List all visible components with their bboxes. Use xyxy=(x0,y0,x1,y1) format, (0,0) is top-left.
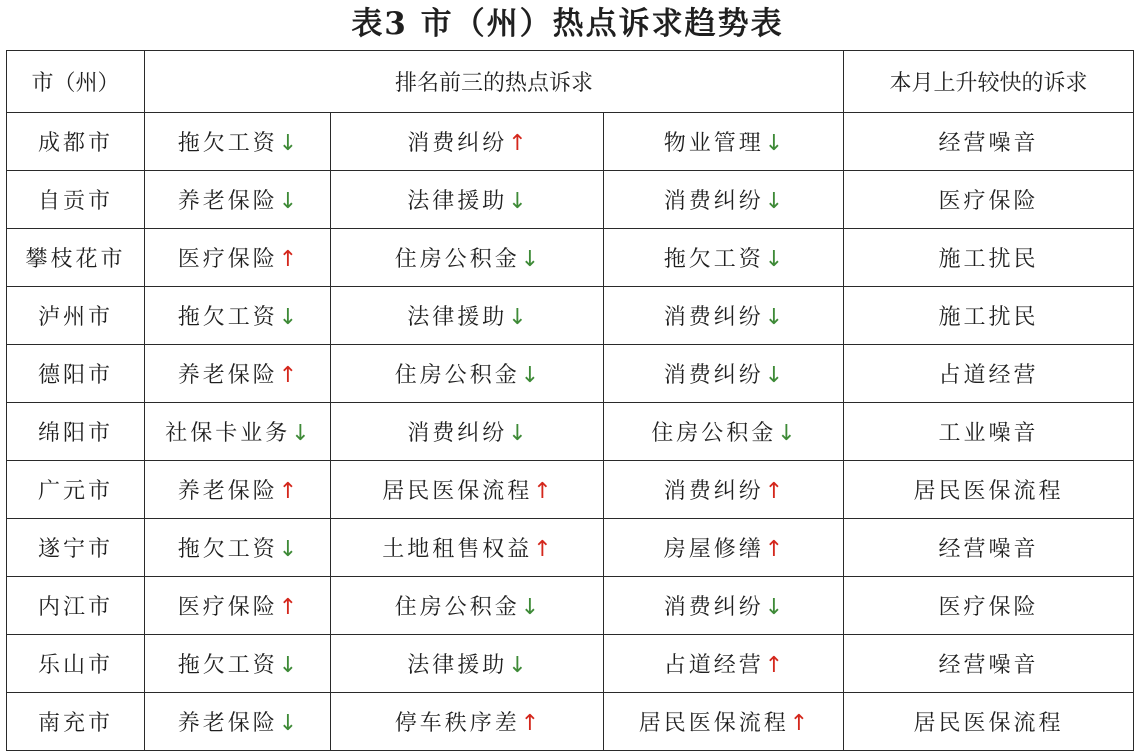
trend-up-arrow-icon: ↑ xyxy=(508,131,527,156)
trend-down-arrow-icon: ↓ xyxy=(520,595,540,620)
hot-issue-cell xyxy=(145,461,331,519)
hot-issue-cell xyxy=(331,287,604,345)
hot-issue-cell xyxy=(331,635,604,693)
trend-up-arrow-icon: ↑ xyxy=(533,479,552,504)
city-cell: 自贡市 xyxy=(7,171,145,229)
hot-issue-cell xyxy=(331,229,604,287)
table-row xyxy=(7,693,1134,751)
issue-text: 消费纠纷 xyxy=(663,363,764,388)
issue-text: 消费纠纷 xyxy=(663,305,764,330)
hot-issue-cell xyxy=(145,519,331,577)
issue-text: 养老保险 xyxy=(177,363,278,388)
city-cell: 德阳市 xyxy=(7,345,145,403)
hotspot-trend-table xyxy=(6,50,1134,751)
hot-issue-cell xyxy=(331,461,604,519)
trend-up-arrow-icon: ↑ xyxy=(278,247,298,272)
table-row xyxy=(7,461,1134,519)
issue-text: 消费纠纷 xyxy=(407,131,508,156)
city-cell: 内江市 xyxy=(7,577,145,635)
rising-issue-cell: 施工扰民 xyxy=(844,229,1134,287)
hot-issue-cell xyxy=(145,287,331,345)
rising-issue-cell: 经营噪音 xyxy=(844,635,1134,693)
issue-text: 住房公积金 xyxy=(651,421,777,446)
issue-text: 医疗保险 xyxy=(177,247,278,272)
rising-issue-cell: 经营噪音 xyxy=(844,113,1134,171)
issue-text: 住房公积金 xyxy=(394,363,520,388)
hot-issue-cell xyxy=(145,635,331,693)
hot-issue-cell xyxy=(331,577,604,635)
trend-down-arrow-icon: ↓ xyxy=(291,421,310,446)
rising-issue-cell: 居民医保流程 xyxy=(844,461,1134,519)
table-header-row xyxy=(7,51,1134,113)
issue-text: 养老保险 xyxy=(177,479,278,504)
rising-issue-cell: 经营噪音 xyxy=(844,519,1134,577)
rising-issue-cell: 居民医保流程 xyxy=(844,693,1134,751)
issue-text: 停车秩序差 xyxy=(394,711,520,736)
issue-text: 住房公积金 xyxy=(394,247,520,272)
trend-down-arrow-icon: ↓ xyxy=(278,189,298,214)
issue-text: 社保卡业务 xyxy=(165,421,291,446)
trend-down-arrow-icon: ↓ xyxy=(508,653,527,678)
trend-down-arrow-icon: ↓ xyxy=(278,653,298,678)
trend-down-arrow-icon: ↓ xyxy=(764,305,784,330)
hot-issue-cell xyxy=(331,113,604,171)
rising-issue-cell: 施工扰民 xyxy=(844,287,1134,345)
issue-text: 拖欠工资 xyxy=(663,247,764,272)
issue-text: 消费纠纷 xyxy=(663,479,764,504)
hot-issue-cell xyxy=(331,693,604,751)
issue-text: 消费纠纷 xyxy=(663,189,764,214)
table-row xyxy=(7,519,1134,577)
hot-issue-cell xyxy=(145,345,331,403)
hot-issue-cell xyxy=(145,113,331,171)
hot-issue-cell xyxy=(604,287,844,345)
city-cell: 遂宁市 xyxy=(7,519,145,577)
hot-issue-cell xyxy=(145,171,331,229)
trend-down-arrow-icon: ↓ xyxy=(764,131,784,156)
table-row xyxy=(7,635,1134,693)
issue-text: 法律援助 xyxy=(407,305,508,330)
hot-issue-cell xyxy=(145,403,331,461)
city-cell: 绵阳市 xyxy=(7,403,145,461)
trend-up-arrow-icon: ↑ xyxy=(533,537,552,562)
issue-text: 医疗保险 xyxy=(177,595,278,620)
trend-up-arrow-icon: ↑ xyxy=(764,479,784,504)
issue-text: 拖欠工资 xyxy=(177,305,278,330)
rising-issue-cell: 医疗保险 xyxy=(844,577,1134,635)
hot-issue-cell xyxy=(145,229,331,287)
issue-text: 拖欠工资 xyxy=(177,653,278,678)
trend-down-arrow-icon: ↓ xyxy=(520,247,540,272)
table-body xyxy=(7,113,1134,751)
hot-issue-cell xyxy=(331,171,604,229)
trend-up-arrow-icon: ↑ xyxy=(764,653,784,678)
city-cell: 成都市 xyxy=(7,113,145,171)
trend-down-arrow-icon: ↓ xyxy=(278,537,298,562)
hot-issue-cell xyxy=(145,577,331,635)
rising-issue-cell: 占道经营 xyxy=(844,345,1134,403)
city-cell: 攀枝花市 xyxy=(7,229,145,287)
city-cell: 乐山市 xyxy=(7,635,145,693)
table-row xyxy=(7,403,1134,461)
trend-up-arrow-icon: ↑ xyxy=(789,711,809,736)
issue-text: 拖欠工资 xyxy=(177,537,278,562)
rising-issue-cell: 医疗保险 xyxy=(844,171,1134,229)
trend-up-arrow-icon: ↑ xyxy=(278,479,298,504)
hot-issue-cell xyxy=(604,461,844,519)
trend-down-arrow-icon: ↓ xyxy=(520,363,540,388)
trend-up-arrow-icon: ↑ xyxy=(764,537,784,562)
trend-up-arrow-icon: ↑ xyxy=(278,363,298,388)
issue-text: 住房公积金 xyxy=(394,595,520,620)
issue-text: 消费纠纷 xyxy=(407,421,508,446)
table-row xyxy=(7,171,1134,229)
hot-issue-cell xyxy=(331,345,604,403)
trend-down-arrow-icon: ↓ xyxy=(278,305,298,330)
issue-text: 居民医保流程 xyxy=(382,479,533,504)
trend-down-arrow-icon: ↓ xyxy=(508,189,527,214)
trend-down-arrow-icon: ↓ xyxy=(508,305,527,330)
table-row xyxy=(7,345,1134,403)
hot-issue-cell xyxy=(331,519,604,577)
trend-down-arrow-icon: ↓ xyxy=(777,421,796,446)
trend-down-arrow-icon: ↓ xyxy=(508,421,527,446)
trend-down-arrow-icon: ↓ xyxy=(764,363,784,388)
hot-issue-cell xyxy=(604,345,844,403)
table-title: 表3 市（州）热点诉求趋势表 xyxy=(351,6,784,42)
trend-down-arrow-icon: ↓ xyxy=(764,189,784,214)
city-cell: 广元市 xyxy=(7,461,145,519)
table-row xyxy=(7,287,1134,345)
hot-issue-cell xyxy=(604,113,844,171)
table-row xyxy=(7,229,1134,287)
issue-text: 占道经营 xyxy=(663,653,764,678)
issue-text: 养老保险 xyxy=(177,189,278,214)
hot-issue-cell xyxy=(604,577,844,635)
hot-issue-cell xyxy=(604,693,844,751)
trend-down-arrow-icon: ↓ xyxy=(764,247,784,272)
issue-text: 法律援助 xyxy=(407,189,508,214)
hot-issue-cell xyxy=(604,229,844,287)
trend-up-arrow-icon: ↑ xyxy=(520,711,540,736)
trend-down-arrow-icon: ↓ xyxy=(764,595,784,620)
hot-issue-cell xyxy=(604,519,844,577)
header-top3: 排名前三的热点诉求 xyxy=(145,51,844,113)
trend-down-arrow-icon: ↓ xyxy=(278,711,298,736)
issue-text: 居民医保流程 xyxy=(638,711,789,736)
hot-issue-cell xyxy=(331,403,604,461)
city-cell: 南充市 xyxy=(7,693,145,751)
trend-up-arrow-icon: ↑ xyxy=(278,595,298,620)
hot-issue-cell xyxy=(604,635,844,693)
hot-issue-cell xyxy=(604,403,844,461)
trend-down-arrow-icon: ↓ xyxy=(278,131,298,156)
table-row xyxy=(7,577,1134,635)
issue-text: 物业管理 xyxy=(663,131,764,156)
issue-text: 拖欠工资 xyxy=(177,131,278,156)
issue-text: 养老保险 xyxy=(177,711,278,736)
issue-text: 土地租售权益 xyxy=(382,537,533,562)
hot-issue-cell xyxy=(145,693,331,751)
header-city: 市（州） xyxy=(7,51,145,113)
city-cell: 泸州市 xyxy=(7,287,145,345)
issue-text: 法律援助 xyxy=(407,653,508,678)
table-row xyxy=(7,113,1134,171)
rising-issue-cell: 工业噪音 xyxy=(844,403,1134,461)
header-rising: 本月上升较快的诉求 xyxy=(844,51,1134,113)
issue-text: 房屋修缮 xyxy=(663,537,764,562)
issue-text: 消费纠纷 xyxy=(663,595,764,620)
hot-issue-cell xyxy=(604,171,844,229)
